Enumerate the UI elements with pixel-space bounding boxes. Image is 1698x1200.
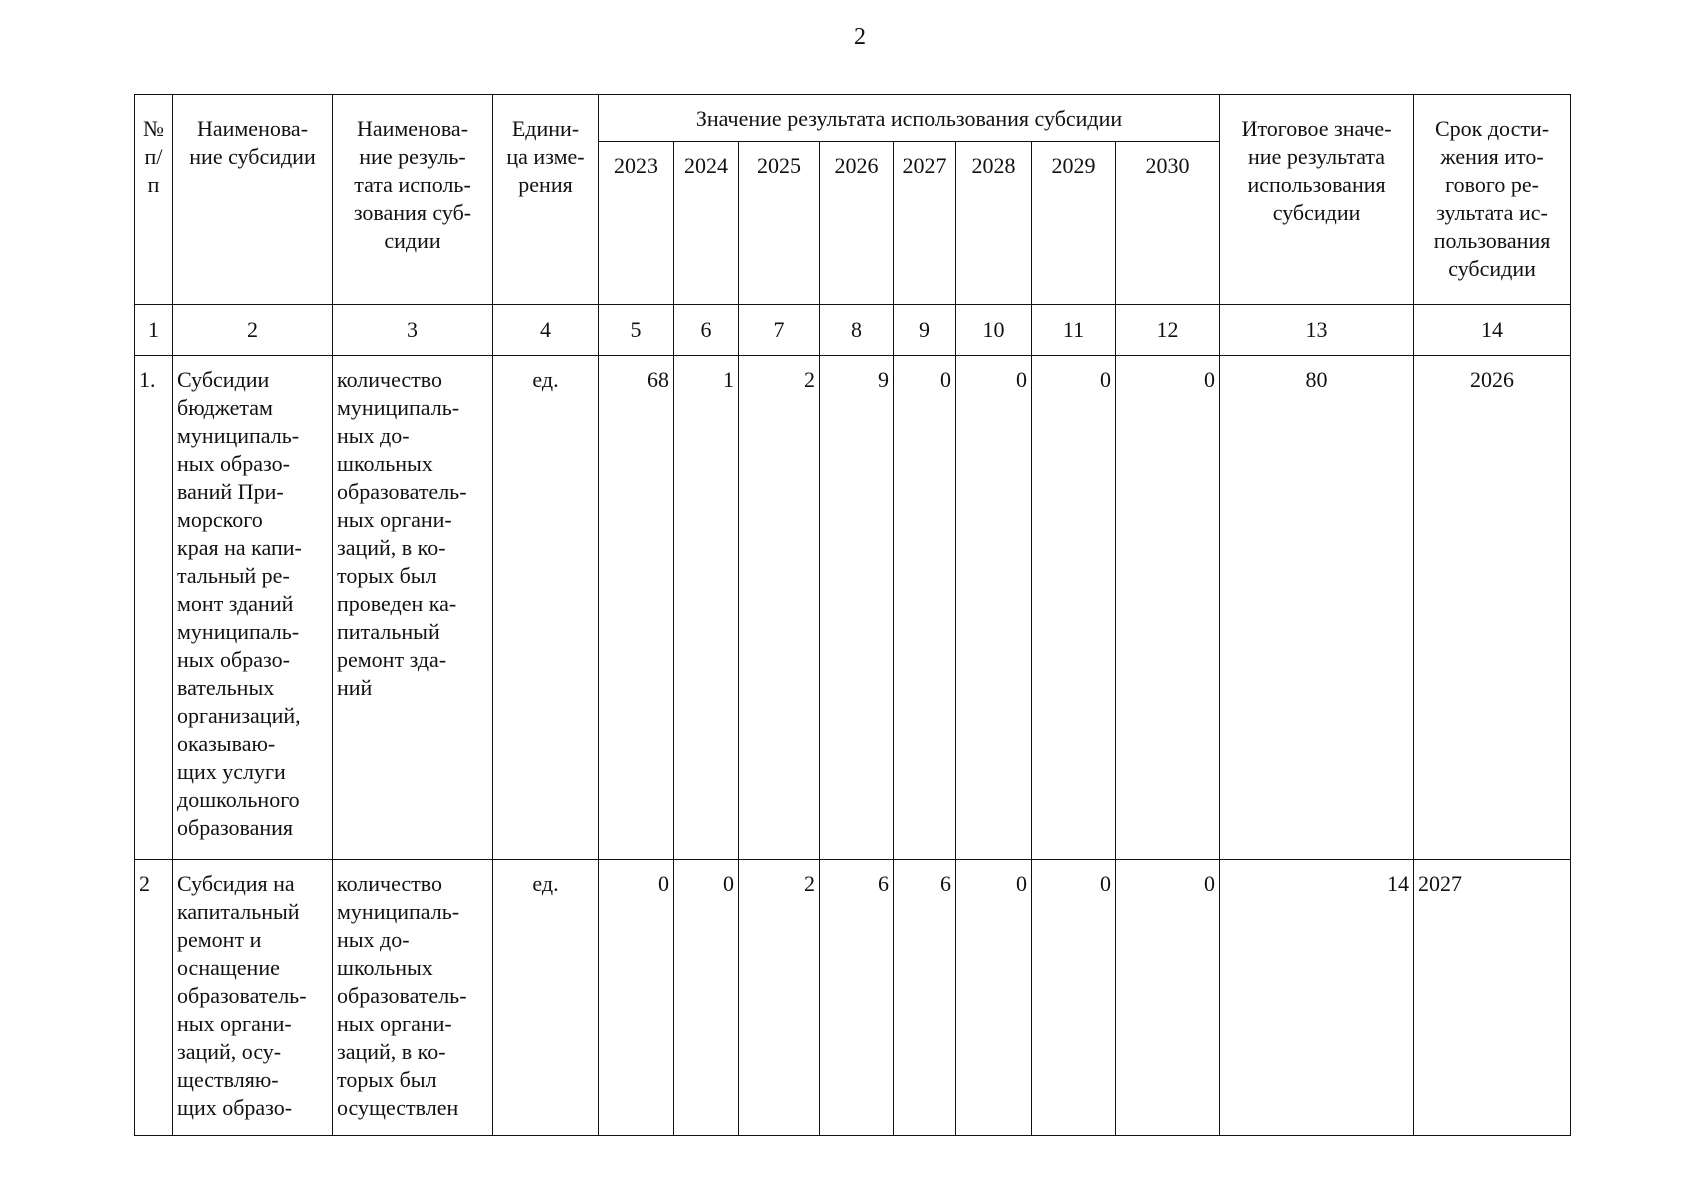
- column-number: 8: [820, 305, 894, 356]
- text-line: ремонт зда-: [337, 647, 447, 672]
- text-line: щих образо-: [177, 1095, 293, 1120]
- header-year: 2027: [894, 142, 956, 305]
- text-line: ных до-: [337, 423, 410, 448]
- text-line: щих услуги: [177, 759, 286, 784]
- unit: ед.: [493, 860, 599, 1136]
- text-line: капитальный: [177, 899, 300, 924]
- text-line: ний: [337, 675, 373, 700]
- header-deadline: [1414, 95, 1571, 305]
- row-number: 2: [135, 860, 173, 1136]
- text-line: школьных: [337, 451, 433, 476]
- text-line: организаций,: [177, 703, 301, 728]
- text-line: ных до-: [337, 927, 410, 952]
- header-line: Срок дости-: [1435, 116, 1550, 141]
- table-row: [135, 860, 1571, 1136]
- header-line: Наименова-: [356, 116, 469, 141]
- column-number: 5: [599, 305, 674, 356]
- header-line: использования: [1247, 172, 1386, 197]
- year-value: 0: [1032, 356, 1116, 860]
- text-line: ных образо-: [177, 451, 290, 476]
- year-value: 0: [1116, 356, 1220, 860]
- text-line: бюджетам: [177, 395, 273, 420]
- subsidy-results-table: [134, 94, 1571, 1136]
- text-line: количество: [337, 367, 443, 392]
- header-line: Наименова-: [196, 116, 309, 141]
- header-num: [135, 95, 173, 305]
- text-line: образования: [177, 815, 294, 840]
- header-unit: [493, 95, 599, 305]
- header-line: ние субсидии: [189, 144, 316, 169]
- subsidy-name: [173, 860, 333, 1136]
- year-value: 0: [599, 860, 674, 1136]
- column-number: 12: [1116, 305, 1220, 356]
- header-line: сидии: [384, 228, 441, 253]
- text-line: количество: [337, 871, 443, 896]
- header-line: жения ито-: [1440, 144, 1544, 169]
- header-year: 2023: [599, 142, 674, 305]
- column-number: 4: [493, 305, 599, 356]
- column-number: 7: [739, 305, 820, 356]
- year-value: 0: [956, 860, 1032, 1136]
- year-value: 0: [1032, 860, 1116, 1136]
- year-value: 1: [674, 356, 739, 860]
- header-line: тата исполь-: [354, 172, 471, 197]
- header-line: п/: [144, 144, 163, 169]
- column-number: 9: [894, 305, 956, 356]
- header-year: 2029: [1032, 142, 1116, 305]
- header-line: пользования: [1433, 228, 1551, 253]
- row-number: 1.: [135, 356, 173, 860]
- column-number: 2: [173, 305, 333, 356]
- text-line: морского: [177, 507, 263, 532]
- year-value: 68: [599, 356, 674, 860]
- header-line: субсидии: [1448, 256, 1536, 281]
- year-value: 0: [1116, 860, 1220, 1136]
- header-line: рения: [518, 172, 573, 197]
- header-line: гового ре-: [1445, 172, 1539, 197]
- year-value: 6: [894, 860, 956, 1136]
- header-line: Едини-: [511, 116, 580, 141]
- text-line: муниципаль-: [177, 619, 300, 644]
- column-number: 11: [1032, 305, 1116, 356]
- text-line: оказываю-: [177, 731, 276, 756]
- text-line: муниципаль-: [337, 395, 460, 420]
- text-line: заций, осу-: [177, 1039, 282, 1064]
- text-line: оснащение: [177, 955, 280, 980]
- text-line: проведен ка-: [337, 591, 457, 616]
- header-result-name: [333, 95, 493, 305]
- text-line: образователь-: [337, 983, 467, 1008]
- header-line: ца изме-: [506, 144, 585, 169]
- header-line: Итоговое значе-: [1241, 116, 1392, 141]
- header-row: [135, 95, 1571, 142]
- header-total: [1220, 95, 1414, 305]
- text-line: ных образо-: [177, 647, 290, 672]
- text-line: торых был: [337, 563, 437, 588]
- year-value: 0: [894, 356, 956, 860]
- text-line: тальный ре-: [177, 563, 290, 588]
- year-value: 0: [674, 860, 739, 1136]
- header-line: субсидии: [1272, 200, 1361, 225]
- text-line: края на капи-: [177, 535, 302, 560]
- text-line: школьных: [337, 955, 433, 980]
- page-number: 2: [854, 24, 866, 50]
- header-year: 2028: [956, 142, 1032, 305]
- year-value: 9: [820, 356, 894, 860]
- deadline-value: 2027: [1414, 860, 1571, 1136]
- header-subsidy-name: [173, 95, 333, 305]
- year-value: 0: [956, 356, 1032, 860]
- header-line: ние резуль-: [359, 144, 466, 169]
- column-number: 10: [956, 305, 1032, 356]
- text-line: Субсидия на: [177, 871, 295, 896]
- header-value-group: Значение результата использования субсидии: [599, 95, 1220, 142]
- result-name: [333, 860, 493, 1136]
- text-line: осуществлен: [337, 1095, 459, 1120]
- text-line: ремонт и: [177, 927, 262, 952]
- table-row: [135, 356, 1571, 860]
- text-line: заций, в ко-: [337, 1039, 446, 1064]
- unit: ед.: [493, 356, 599, 860]
- text-line: муниципаль-: [337, 899, 460, 924]
- text-line: ных органи-: [177, 1011, 292, 1036]
- text-line: торых был: [337, 1067, 437, 1092]
- column-number: 3: [333, 305, 493, 356]
- header-year: 2024: [674, 142, 739, 305]
- text-line: вательных: [177, 675, 275, 700]
- text-line: дошкольного: [177, 787, 300, 812]
- column-number: 6: [674, 305, 739, 356]
- deadline-value: 2026: [1414, 356, 1571, 860]
- text-line: заций, в ко-: [337, 535, 446, 560]
- text-line: ваний При-: [177, 479, 284, 504]
- header-year: 2025: [739, 142, 820, 305]
- result-name: [333, 356, 493, 860]
- column-number: 14: [1414, 305, 1571, 356]
- text-line: ных органи-: [337, 1011, 452, 1036]
- column-number: 1: [135, 305, 173, 356]
- year-value: 6: [820, 860, 894, 1136]
- header-line: зультата ис-: [1436, 200, 1548, 225]
- header-line: п: [147, 172, 160, 197]
- total-value: 80: [1220, 356, 1414, 860]
- text-line: монт зданий: [177, 591, 294, 616]
- header-year: 2030: [1116, 142, 1220, 305]
- subsidy-name: [173, 356, 333, 860]
- text-line: питальный: [337, 619, 440, 644]
- text-line: образователь-: [337, 479, 467, 504]
- text-line: Субсидии: [177, 367, 270, 392]
- text-line: ных органи-: [337, 507, 452, 532]
- header-line: зования суб-: [353, 200, 472, 225]
- text-line: ществляю-: [177, 1067, 279, 1092]
- column-numbers-row: [135, 305, 1571, 356]
- header-year: 2026: [820, 142, 894, 305]
- year-value: 2: [739, 356, 820, 860]
- header-line: №: [143, 116, 164, 141]
- header-line: ние результата: [1248, 144, 1386, 169]
- column-number: 13: [1220, 305, 1414, 356]
- text-line: образователь-: [177, 983, 307, 1008]
- text-line: муниципаль-: [177, 423, 300, 448]
- year-value: 2: [739, 860, 820, 1136]
- total-value: 14: [1220, 860, 1414, 1136]
